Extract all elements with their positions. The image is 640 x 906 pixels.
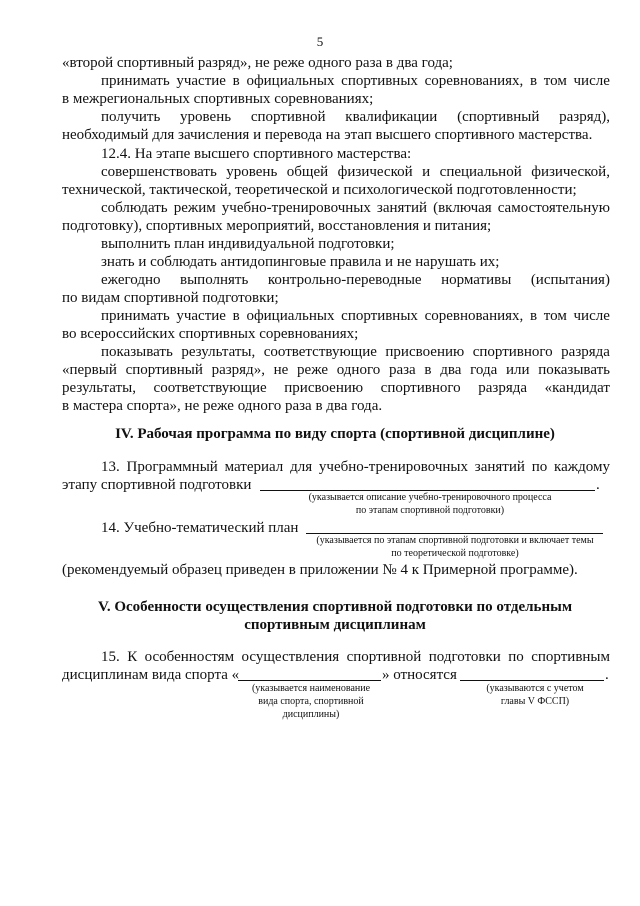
- word: в: [424, 362, 432, 378]
- text-line-justified: [101, 163, 610, 181]
- word: разряд),: [559, 109, 610, 125]
- word: (испытания): [530, 272, 610, 288]
- caption-line: (указываются с учетом: [486, 683, 584, 694]
- text-line: подготовку), спортивных мероприятий, восстановления и питания;: [62, 218, 492, 234]
- word: в: [232, 73, 240, 89]
- text-line-justified: [101, 108, 610, 126]
- word: учебно-тренировочных: [221, 200, 371, 216]
- word: в: [529, 308, 538, 324]
- text-line-justified: [101, 271, 610, 289]
- word: занятий: [376, 200, 428, 216]
- word: спортивных: [341, 308, 418, 324]
- text-line-justified: [101, 343, 610, 361]
- word: спортивных: [341, 73, 418, 89]
- caption-line: (указывается наименование: [251, 683, 371, 694]
- word: выполнять: [180, 272, 249, 288]
- text-line-justified: [101, 199, 610, 217]
- word: официальных: [246, 73, 335, 89]
- word: года: [470, 362, 498, 378]
- section-5-title-line-1: V. Особенности осуществления спортивной подготовки по отдельным: [97, 599, 573, 615]
- word: по: [531, 459, 548, 475]
- word: и: [422, 164, 431, 180]
- word: одного: [336, 362, 381, 378]
- word: разряда: [561, 344, 610, 360]
- word: спортивного: [380, 380, 461, 396]
- word: осуществления: [241, 649, 340, 665]
- word: занятий: [474, 459, 525, 475]
- word: или: [505, 362, 530, 378]
- word: соответствующие: [153, 380, 267, 396]
- word: принимать: [101, 73, 170, 89]
- word: разряда: [478, 380, 528, 396]
- word: спортивной: [346, 649, 422, 665]
- word: уровень: [226, 164, 278, 180]
- word: получить: [101, 109, 161, 125]
- section-4-title: IV. Рабочая программа по виду спорта (спортивной дисциплине): [115, 426, 555, 442]
- text-line: во всероссийских спортивных соревнованиях;: [62, 326, 359, 342]
- field-caption: [226, 682, 396, 721]
- word: самостоятельную: [497, 200, 610, 216]
- word: физической,: [531, 164, 610, 180]
- word: Программный: [126, 459, 218, 475]
- word: спортивной: [250, 109, 326, 125]
- field-caption: [462, 682, 608, 708]
- word: числе: [573, 308, 610, 324]
- word: подготовки: [428, 649, 501, 665]
- word: К: [127, 649, 138, 665]
- subsection-heading: 12.4. На этапе высшего спортивного мастерства:: [101, 146, 412, 162]
- word: по: [508, 649, 524, 665]
- word: 15.: [101, 649, 120, 665]
- word: контрольно-переводные: [267, 272, 422, 288]
- text-line: дисциплинам вида спорта «: [62, 667, 240, 683]
- word: «первый: [62, 362, 117, 378]
- caption-line: дисциплины): [282, 709, 340, 720]
- word: общей: [286, 164, 329, 180]
- word: для: [290, 459, 313, 475]
- field-caption: [290, 534, 620, 560]
- word: материал: [224, 459, 284, 475]
- word: спортивным: [531, 649, 610, 665]
- word: результаты,: [181, 344, 256, 360]
- word: квалификации: [345, 109, 438, 125]
- word: совершенствовать: [101, 164, 217, 180]
- text-punctuation: .: [596, 477, 600, 493]
- word: «кандидат: [544, 380, 610, 396]
- text-line: знать и соблюдать антидопинговые правила и не нарушать их;: [101, 254, 500, 270]
- word: в: [529, 73, 538, 89]
- word: присвоению: [385, 344, 465, 360]
- word: реже: [297, 362, 329, 378]
- caption-line: по этапам спортивной подготовки): [355, 505, 505, 516]
- word: том: [543, 73, 567, 89]
- text-line: «второй спортивный разряд», не реже одного раза в два года;: [62, 55, 453, 71]
- word: в: [232, 308, 240, 324]
- word: режим: [173, 200, 216, 216]
- word: (включая: [433, 200, 492, 216]
- text-line: в межрегиональных спортивных соревнованиях;: [62, 91, 374, 107]
- caption-line: (указывается описание учебно-тренировочного процесса: [308, 492, 552, 503]
- text-line: по видам спортивной подготовки;: [62, 290, 279, 306]
- text-line: технической, тактической, теоретической и психологической подготовленности;: [62, 182, 577, 198]
- text-line: выполнить план индивидуальной подготовки;: [101, 236, 395, 252]
- word: официальных: [246, 308, 335, 324]
- word: соревнованиях,: [424, 308, 524, 324]
- section-5-title-line-2: спортивным дисциплинам: [244, 617, 426, 633]
- caption-line: вида спорта, спортивной: [258, 696, 364, 707]
- word: том: [543, 308, 567, 324]
- word: показывать: [538, 362, 610, 378]
- blank-line: [238, 680, 381, 681]
- word: уровень: [180, 109, 232, 125]
- word: спортивного: [472, 344, 553, 360]
- word: участие: [176, 73, 226, 89]
- text-punctuation: .: [605, 667, 609, 683]
- caption-line: главы V ФССП): [500, 696, 570, 707]
- word: раза: [388, 362, 416, 378]
- text-line-justified: [101, 458, 610, 476]
- word: результаты,: [62, 380, 136, 396]
- word: ежегодно: [101, 272, 161, 288]
- word: 13.: [101, 459, 120, 475]
- text-line: в мастера спорта», не реже одного раза в два года.: [62, 398, 383, 414]
- word: соблюдать: [101, 200, 168, 216]
- word: нормативы: [441, 272, 512, 288]
- word: принимать: [101, 308, 170, 324]
- text-line-justified: [62, 361, 610, 379]
- word: учебно-тренировочных: [318, 459, 468, 475]
- field-caption: [260, 491, 600, 517]
- word: физической: [337, 164, 413, 180]
- text-line: этапу спортивной подготовки: [62, 477, 252, 493]
- word: специальной: [439, 164, 522, 180]
- text-line-justified: [101, 307, 610, 325]
- word: участие: [176, 308, 226, 324]
- caption-line: по теоретической подготовке): [391, 548, 519, 559]
- word: показывать: [101, 344, 173, 360]
- word: не: [273, 362, 289, 378]
- text-line-justified: [101, 72, 610, 90]
- text-line: » относятся: [382, 667, 457, 683]
- word: соревнованиях,: [424, 73, 524, 89]
- text-line-justified: [62, 379, 610, 397]
- word: каждому: [554, 459, 610, 475]
- word: разряд»,: [211, 362, 265, 378]
- text-line: (рекомендуемый образец приведен в приложении № 4 к Примерной программе).: [62, 562, 578, 578]
- word: два: [440, 362, 462, 378]
- word: (спортивный: [457, 109, 540, 125]
- text-line-justified: [101, 648, 610, 666]
- word: спортивный: [125, 362, 203, 378]
- word: соответствующие: [263, 344, 377, 360]
- word: числе: [573, 73, 610, 89]
- text-line: необходимый для зачисления и перевода на этап высшего спортивного мастерства.: [62, 127, 593, 143]
- word: особенностям: [144, 649, 235, 665]
- blank-line: [460, 680, 604, 681]
- page-number: 5: [316, 34, 324, 49]
- word: присвоению: [284, 380, 364, 396]
- text-line: 14. Учебно-тематический план: [101, 520, 299, 536]
- caption-line: (указывается по этапам спортивной подготовки и включает темы: [316, 535, 594, 546]
